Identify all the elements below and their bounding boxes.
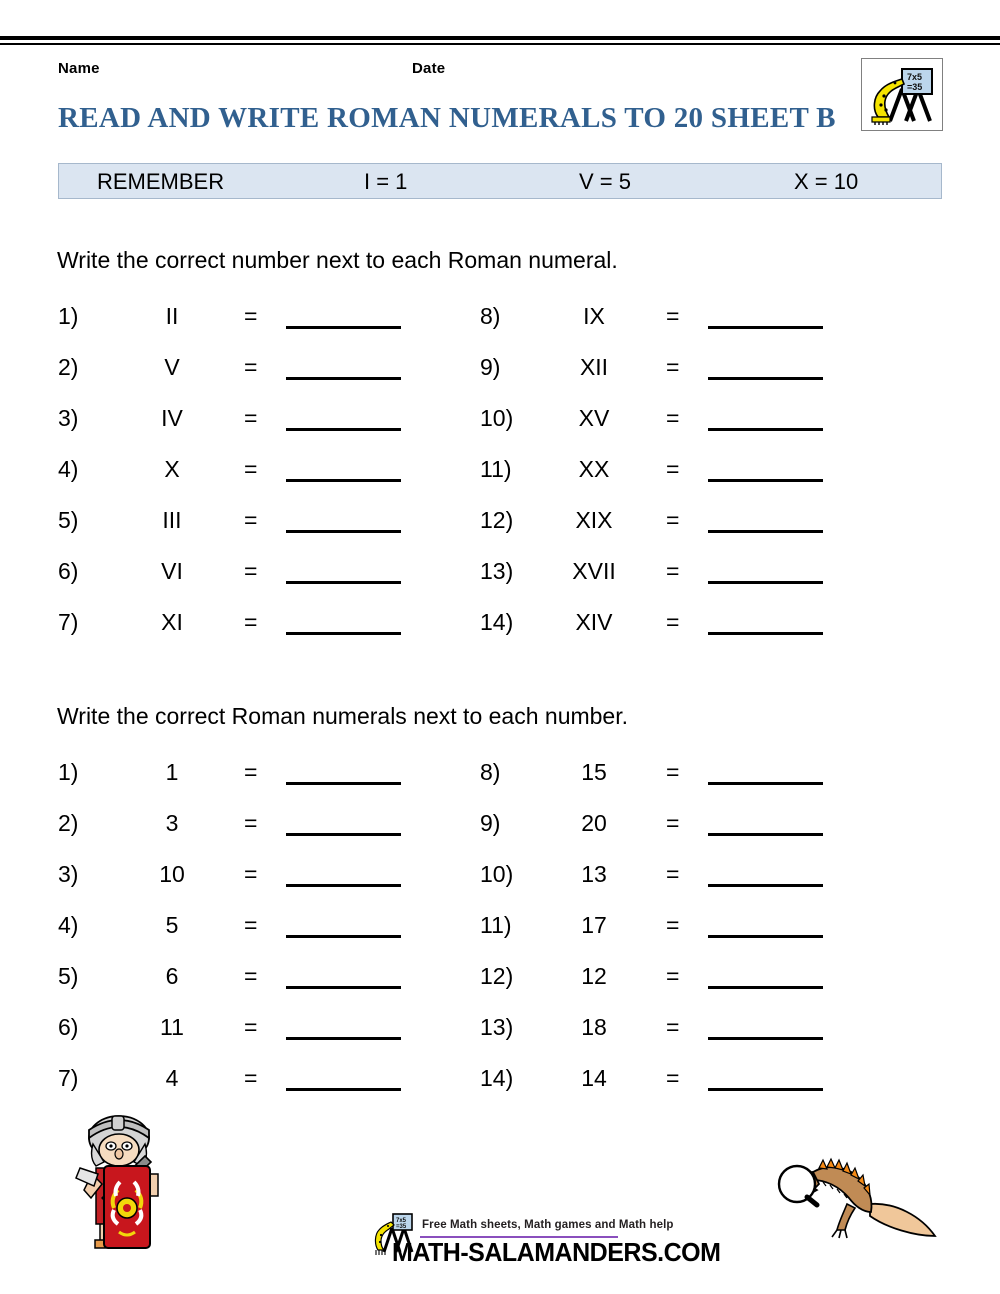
problem-number: 12) xyxy=(480,507,514,533)
answer-blank[interactable] xyxy=(286,986,401,989)
answer-blank[interactable] xyxy=(286,884,401,887)
equals-sign: = xyxy=(244,558,258,584)
equals-sign: = xyxy=(666,456,680,482)
answer-blank[interactable] xyxy=(286,479,401,482)
answer-blank[interactable] xyxy=(708,479,823,482)
answer-blank[interactable] xyxy=(708,782,823,785)
problem-number: 4) xyxy=(58,912,79,938)
equals-sign: = xyxy=(666,810,680,836)
answer-blank[interactable] xyxy=(286,782,401,785)
problem-number: 2) xyxy=(58,354,79,380)
problem-number: 12) xyxy=(480,963,514,989)
answer-blank[interactable] xyxy=(708,986,823,989)
problem-value: 12 xyxy=(581,963,607,989)
problem-number: 8) xyxy=(480,759,501,785)
page-title: READ AND WRITE ROMAN NUMERALS TO 20 SHEET B xyxy=(58,102,836,134)
equals-sign: = xyxy=(244,759,258,785)
header-rule-top xyxy=(0,36,1000,40)
answer-blank[interactable] xyxy=(286,935,401,938)
salamander-blackboard-icon xyxy=(862,59,942,130)
answer-blank[interactable] xyxy=(286,530,401,533)
remember-entry-v: V = 5 xyxy=(579,169,631,194)
equals-sign: = xyxy=(666,759,680,785)
svg-text:7x5: 7x5 xyxy=(396,1218,407,1224)
answer-blank[interactable] xyxy=(708,632,823,635)
problem-number: 1) xyxy=(58,759,79,785)
answer-blank[interactable] xyxy=(286,1088,401,1091)
equals-sign: = xyxy=(244,1065,258,1091)
answer-blank[interactable] xyxy=(286,833,401,836)
problem-number: 3) xyxy=(58,861,79,887)
equals-sign: = xyxy=(666,912,680,938)
equals-sign: = xyxy=(666,1014,680,1040)
equals-sign: = xyxy=(244,861,258,887)
answer-blank[interactable] xyxy=(286,1037,401,1040)
problem-number: 4) xyxy=(58,456,79,482)
equals-sign: = xyxy=(244,609,258,635)
problem-value: XX xyxy=(578,456,610,482)
problem-number: 10) xyxy=(480,405,514,431)
remember-entry-i: I = 1 xyxy=(364,169,408,194)
equals-sign: = xyxy=(244,456,258,482)
equals-sign: = xyxy=(666,405,680,431)
problem-value: XIV xyxy=(575,609,613,635)
equals-sign: = xyxy=(666,558,680,584)
problem-number: 6) xyxy=(58,558,79,584)
problem-number: 10) xyxy=(480,861,514,887)
equals-sign: = xyxy=(666,861,680,887)
problem-value: XVII xyxy=(572,558,616,584)
equals-sign: = xyxy=(666,609,680,635)
section-1-instruction: Write the correct number next to each Roman numeral. xyxy=(57,247,618,273)
answer-blank[interactable] xyxy=(708,530,823,533)
problem-value: 13 xyxy=(581,861,607,887)
problem-value: 20 xyxy=(581,810,607,836)
problem-value: X xyxy=(164,456,180,482)
problem-number: 7) xyxy=(58,1065,79,1091)
answer-blank[interactable] xyxy=(708,1088,823,1091)
remember-label: REMEMBER xyxy=(97,169,225,194)
answer-blank[interactable] xyxy=(286,632,401,635)
site-logo xyxy=(861,58,943,131)
equals-sign: = xyxy=(666,354,680,380)
problem-value: XII xyxy=(579,354,609,380)
problem-number: 1) xyxy=(58,303,79,329)
remember-entry-x: X = 10 xyxy=(794,169,859,194)
problem-value: 17 xyxy=(581,912,607,938)
equals-sign: = xyxy=(666,303,680,329)
problem-number: 5) xyxy=(58,507,79,533)
svg-text:7x5: 7x5 xyxy=(907,72,923,82)
equals-sign: = xyxy=(244,963,258,989)
problem-number: 8) xyxy=(480,303,501,329)
problem-value: 1 xyxy=(165,759,179,785)
problem-value: 4 xyxy=(165,1065,179,1091)
problem-value: 5 xyxy=(165,912,179,938)
answer-blank[interactable] xyxy=(708,581,823,584)
problem-value: 11 xyxy=(160,1014,184,1040)
problem-number: 13) xyxy=(480,1014,514,1040)
problem-value: XI xyxy=(161,609,183,635)
problem-value: IX xyxy=(583,303,605,329)
answer-blank[interactable] xyxy=(708,935,823,938)
svg-text:=35: =35 xyxy=(907,82,923,92)
equals-sign: = xyxy=(244,405,258,431)
equals-sign: = xyxy=(244,912,258,938)
answer-blank[interactable] xyxy=(286,326,401,329)
answer-blank[interactable] xyxy=(708,1037,823,1040)
problem-value: XV xyxy=(578,405,610,431)
date-label: Date xyxy=(412,60,446,77)
problem-number: 6) xyxy=(58,1014,79,1040)
problem-number: 2) xyxy=(58,810,79,836)
equals-sign: = xyxy=(244,507,258,533)
answer-blank[interactable] xyxy=(708,428,823,431)
problem-number: 9) xyxy=(480,810,501,836)
problem-number: 13) xyxy=(480,558,514,584)
problem-number: 14) xyxy=(480,609,514,635)
salamander-magnifying-glass-illustration xyxy=(775,1142,955,1252)
problem-value: III xyxy=(162,507,182,533)
answer-blank[interactable] xyxy=(286,581,401,584)
problem-value: 15 xyxy=(581,759,607,785)
problem-value: II xyxy=(165,303,179,329)
equals-sign: = xyxy=(244,354,258,380)
problem-number: 11) xyxy=(480,912,512,938)
equals-sign: = xyxy=(666,963,680,989)
svg-text:=35: =35 xyxy=(396,1224,407,1230)
problem-value: 3 xyxy=(165,810,179,836)
answer-blank[interactable] xyxy=(708,377,823,380)
problem-number: 5) xyxy=(58,963,79,989)
answer-blank[interactable] xyxy=(708,833,823,836)
problem-number: 7) xyxy=(58,609,79,635)
problem-value: VI xyxy=(161,558,183,584)
header-rule-bottom xyxy=(0,43,1000,45)
answer-blank[interactable] xyxy=(286,428,401,431)
equals-sign: = xyxy=(666,1065,680,1091)
equals-sign: = xyxy=(666,507,680,533)
problem-value: 6 xyxy=(165,963,179,989)
remember-bar xyxy=(58,163,942,199)
name-label: Name xyxy=(58,60,100,77)
equals-sign: = xyxy=(244,810,258,836)
problem-value: 14 xyxy=(581,1065,607,1091)
answer-blank[interactable] xyxy=(708,326,823,329)
answer-blank[interactable] xyxy=(708,884,823,887)
problem-value: 10 xyxy=(159,861,185,887)
problem-number: 11) xyxy=(480,456,512,482)
problem-value: XIX xyxy=(575,507,613,533)
problem-number: 9) xyxy=(480,354,501,380)
problem-number: 3) xyxy=(58,405,79,431)
footer-site-name: MATH-SALAMANDERS.COM xyxy=(392,1238,721,1268)
footer-tagline: Free Math sheets, Math games and Math help xyxy=(422,1219,674,1231)
problem-value: V xyxy=(164,354,180,380)
problem-number: 14) xyxy=(480,1065,514,1091)
equals-sign: = xyxy=(244,1014,258,1040)
answer-blank[interactable] xyxy=(286,377,401,380)
section-2-instruction: Write the correct Roman numerals next to each number. xyxy=(57,703,629,729)
problem-value: 18 xyxy=(581,1014,607,1040)
problem-value: IV xyxy=(161,405,183,431)
equals-sign: = xyxy=(244,303,258,329)
roman-soldier-illustration xyxy=(62,1112,177,1265)
